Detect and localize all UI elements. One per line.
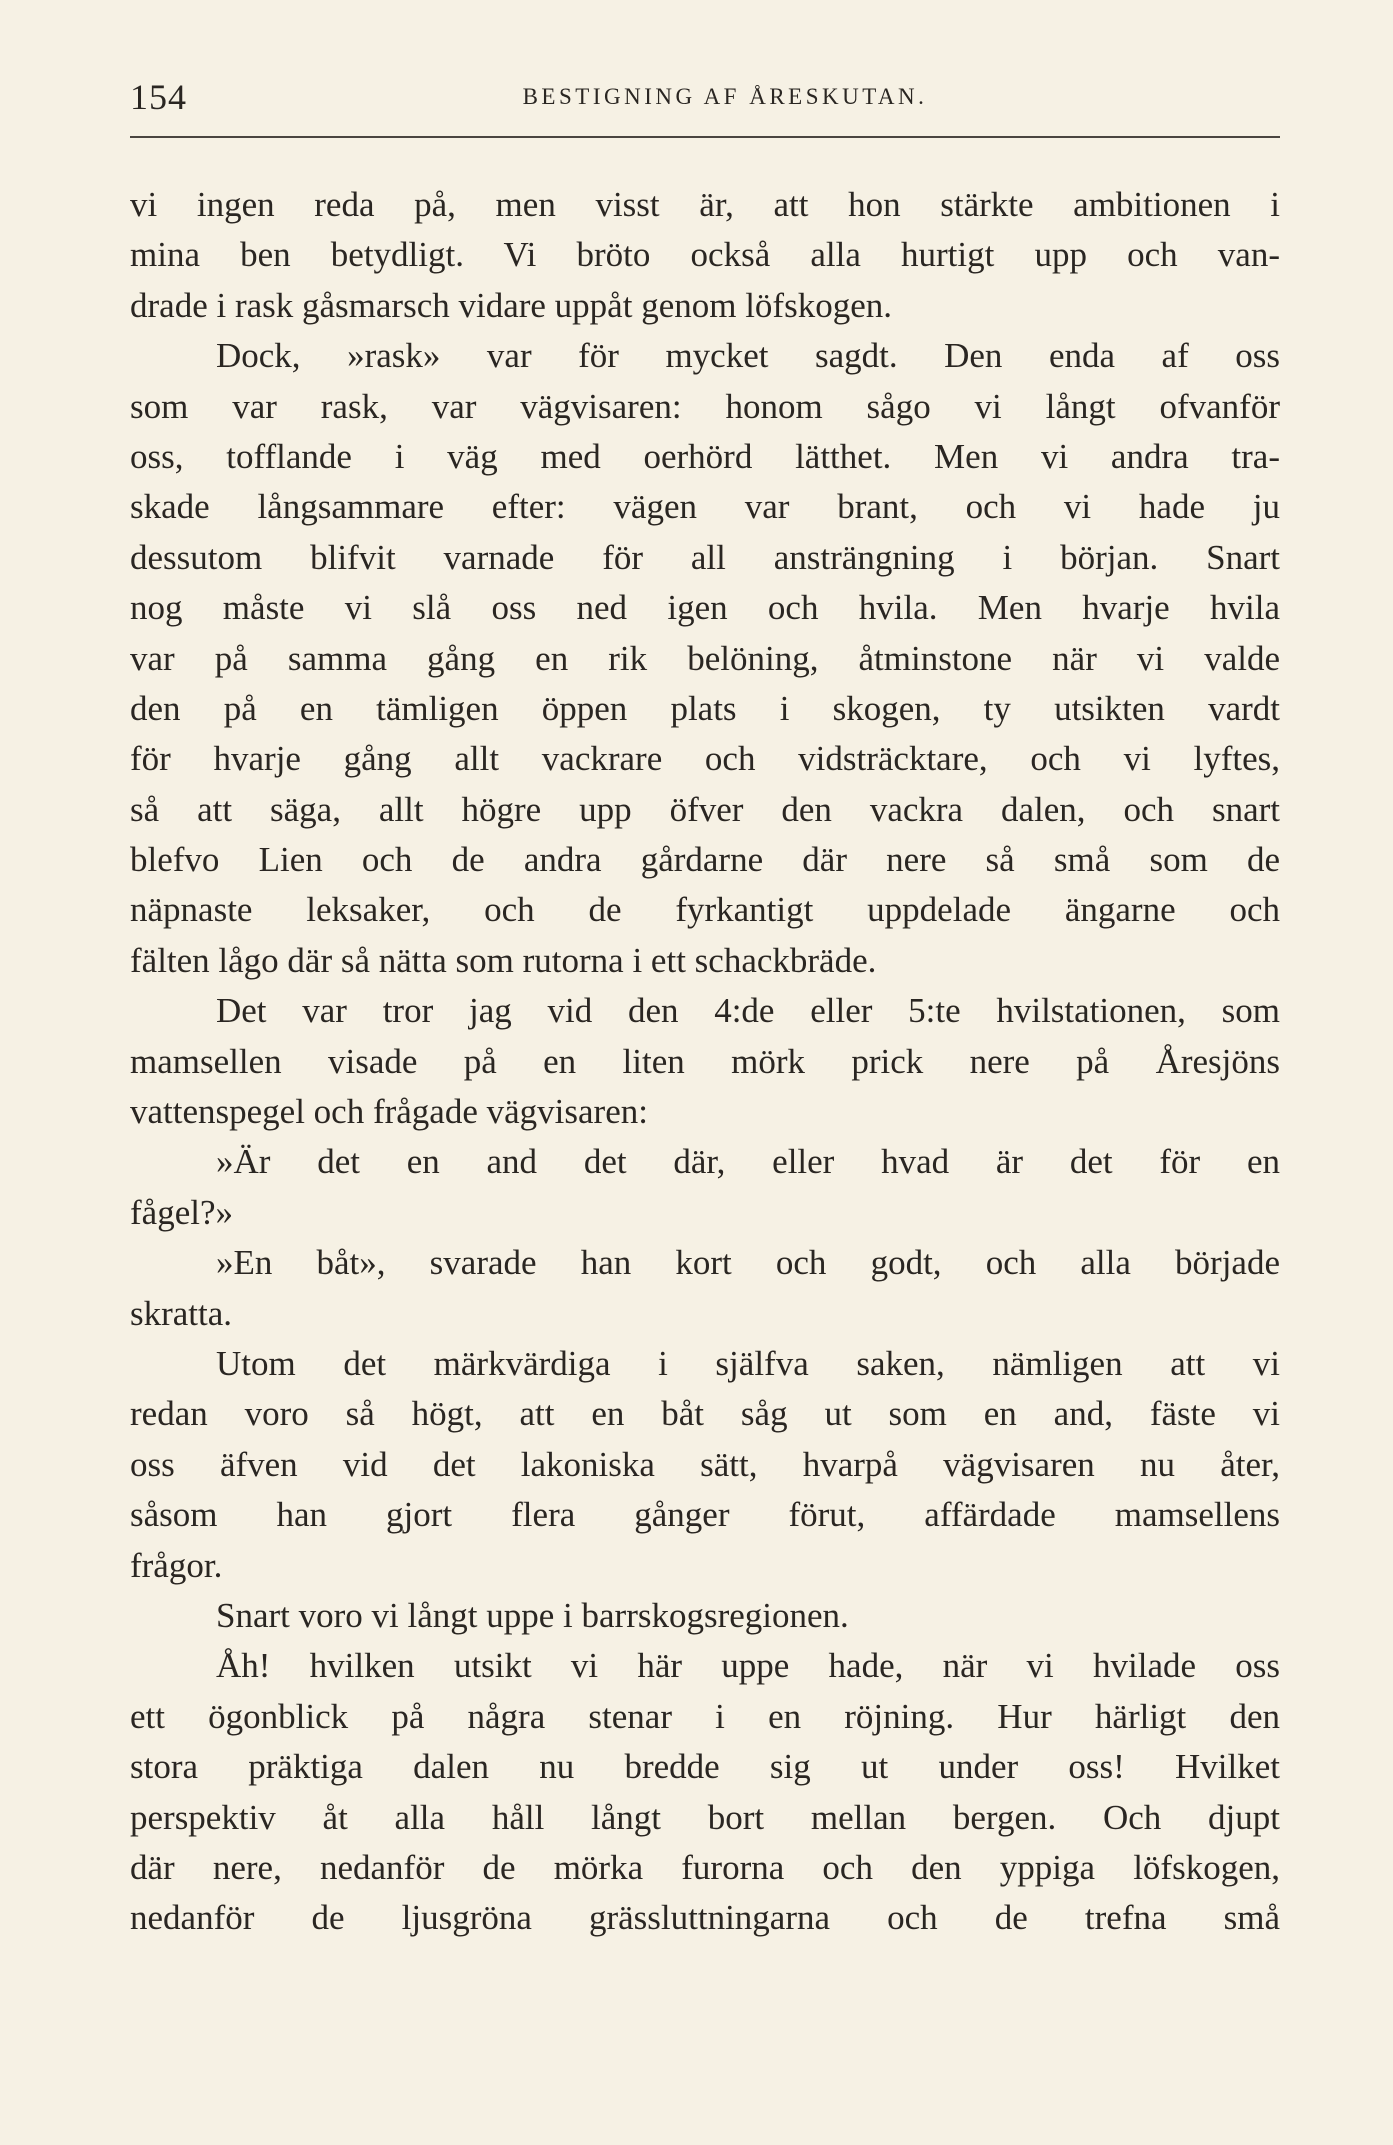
text-line: vi ingen reda på, men visst är, att hon stärkte ambitionen i: [130, 185, 1280, 224]
text-line: såsom han gjort flera gånger förut, affärdade mamsellens: [130, 1495, 1280, 1535]
text-line: »En båt», svarade han kort och godt, och alla började: [216, 1243, 1280, 1283]
text-line: mamsellen visade på en liten mörk prick nere på Åresjöns: [130, 1041, 1280, 1081]
text-line: skratta.: [130, 1293, 233, 1333]
text-line: redan voro så högt, att en båt såg ut som en and, fäste vi: [130, 1394, 1280, 1434]
text-line: fälten lågo där så nätta som rutorna i ett schackbräde.: [130, 940, 877, 980]
text-line: vattenspegel och frågade vägvisaren:: [130, 1092, 648, 1132]
text-line: Det var tror jag vid den 4:de eller 5:te hvilstationen, som: [216, 991, 1280, 1031]
text-line: perspektiv åt alla håll långt bort mellan bergen. Och djupt: [130, 1797, 1280, 1837]
text-line: ett ögonblick på några stenar i en röjning. Hur härligt den: [130, 1696, 1280, 1736]
text-line: så att säga, allt högre upp öfver den vackra dalen, och snart: [130, 789, 1280, 829]
running-title: BESTIGNING AF ÅRESKUTAN.: [522, 84, 928, 109]
header-rule: [130, 136, 1280, 138]
text-line: dessutom blifvit varnade för all ansträngning i början. Snart: [130, 537, 1280, 577]
text-line: nog måste vi slå oss ned igen och hvila. Men hvarje hvila: [130, 588, 1280, 628]
text-line: frågor.: [130, 1545, 223, 1585]
text-line: där nere, nedanför de mörka furorna och den yppiga löfskogen,: [130, 1847, 1280, 1887]
text-line: stora präktiga dalen nu bredde sig ut under oss! Hvilket: [130, 1747, 1280, 1787]
text-line: »Är det en and det där, eller hvad är det för en: [216, 1142, 1280, 1182]
text-line: var på samma gång en rik belöning, åtminstone när vi valde: [130, 638, 1280, 678]
text-line: nedanför de ljusgröna grässluttningarna och de trefna små: [130, 1898, 1280, 1938]
text-line: som var rask, var vägvisaren: honom sågo vi långt ofvanför: [130, 386, 1280, 426]
body-text: [130, 180, 1280, 1944]
text-line: Åh! hvilken utsikt vi här uppe hade, när vi hvilade oss: [216, 1646, 1280, 1686]
page-header: [130, 76, 1280, 120]
text-line: fågel?»: [130, 1192, 233, 1232]
text-line: Dock, »rask» var för mycket sagdt. Den enda af oss: [216, 336, 1280, 376]
page-number: 154: [130, 77, 187, 117]
text-line: för hvarje gång allt vackrare och vidsträcktare, och vi lyftes,: [130, 739, 1280, 779]
text-line: Snart voro vi långt uppe i barrskogsregionen.: [216, 1595, 849, 1635]
text-line: drade i rask gåsmarsch vidare uppåt genom löfskogen.: [130, 285, 892, 325]
text-line: oss äfven vid det lakoniska sätt, hvarpå vägvisaren nu åter,: [130, 1444, 1280, 1484]
text-line: Utom det märkvärdiga i själfva saken, nämligen att vi: [216, 1343, 1280, 1383]
text-line: den på en tämligen öppen plats i skogen, ty utsikten vardt: [130, 688, 1280, 728]
text-line: mina ben betydligt. Vi bröto också alla hurtigt upp och van-: [130, 235, 1280, 275]
text-line: oss, tofflande i väg med oerhörd lätthet. Men vi andra tra-: [130, 436, 1280, 476]
text-line: blefvo Lien och de andra gårdarne där nere så små som de: [130, 840, 1280, 880]
text-line: näpnaste leksaker, och de fyrkantigt uppdelade ängarne och: [130, 890, 1280, 930]
text-line: skade långsammare efter: vägen var brant, och vi hade ju: [130, 487, 1280, 527]
